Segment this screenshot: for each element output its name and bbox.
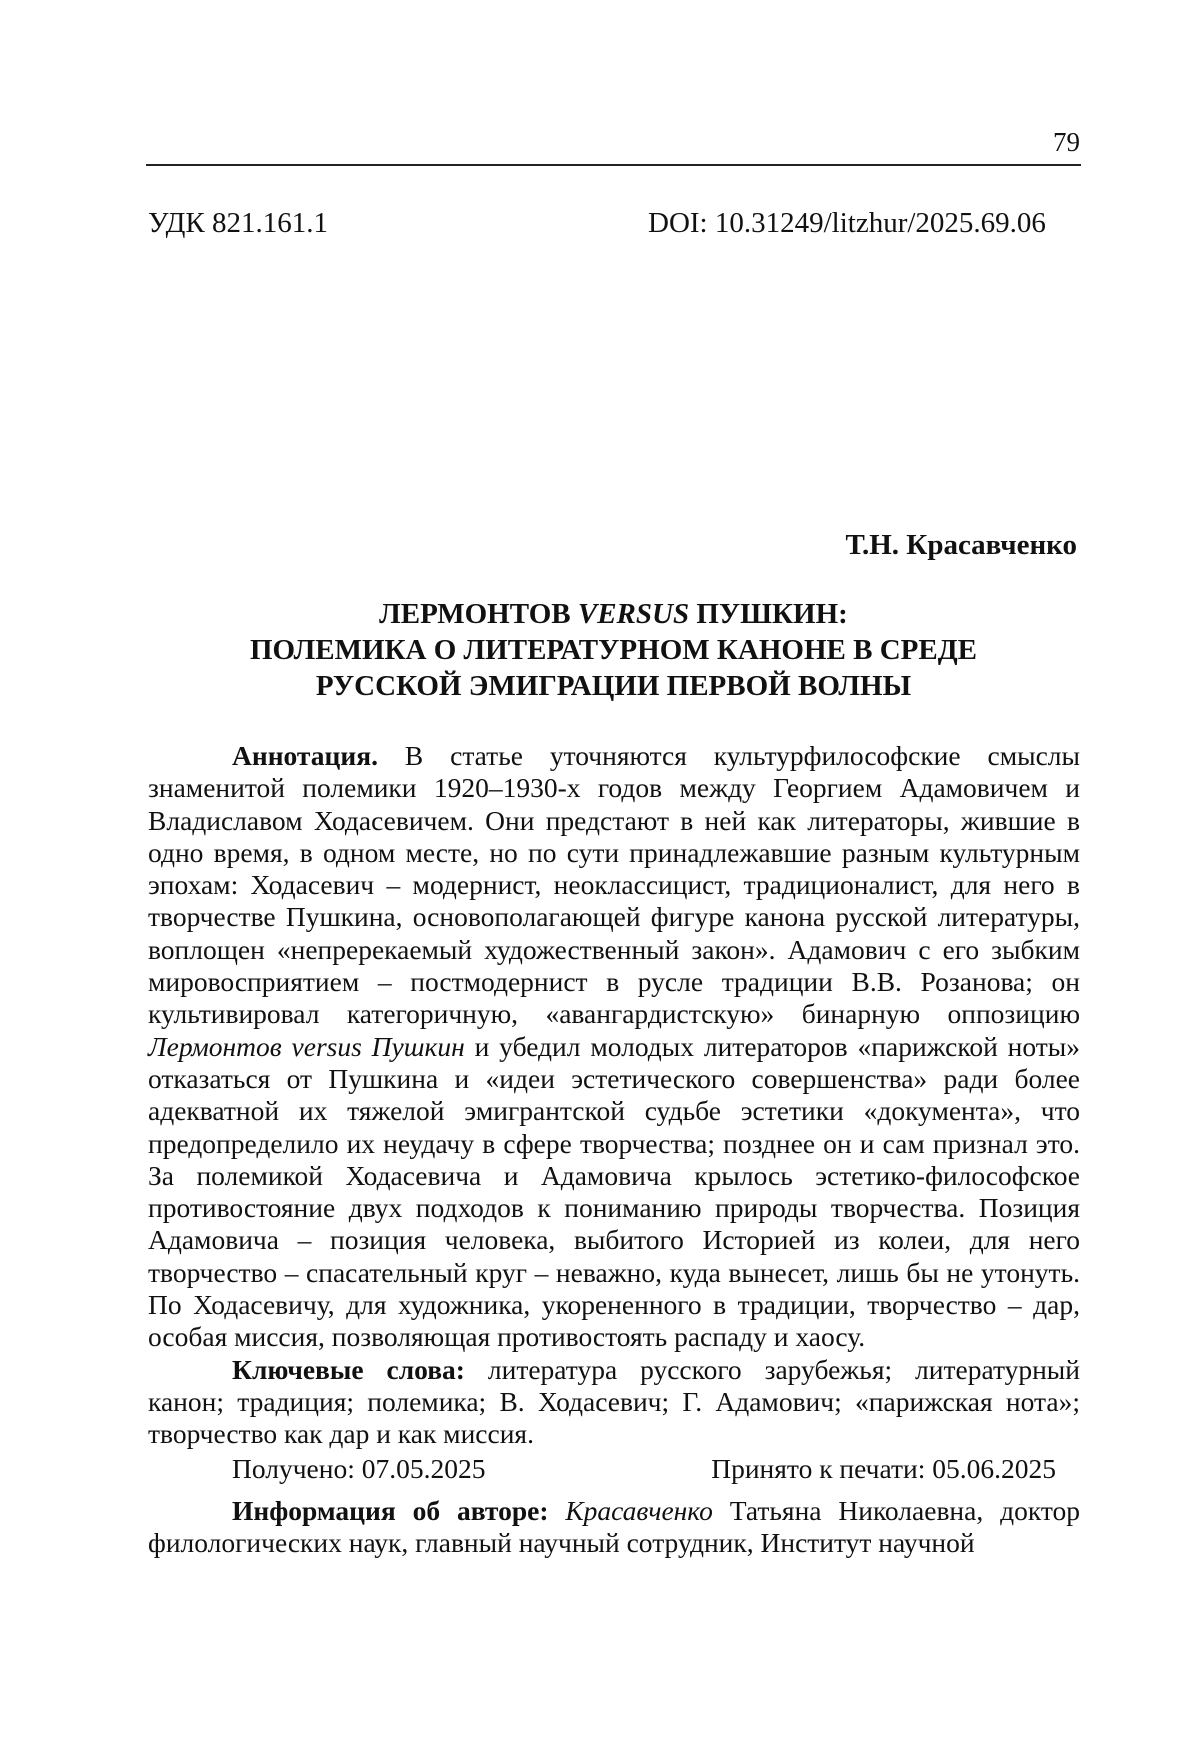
page-number: 79 <box>1053 127 1080 157</box>
annotation-label: Аннотация. <box>232 740 378 771</box>
annotation-italic: Лермонтов versus Пушкин <box>148 1030 465 1062</box>
article-body <box>148 740 1080 1559</box>
keywords-label: Ключевые слова: <box>232 1353 465 1385</box>
annotation-paragraph: Аннотация. В статье уточняются культурфилософские смыслы знаменитой полемики 1920–1930-х годов между Георгием Адамовичем и Владиславом Ходасевичем. Они предстают в ней как литераторы, жившие в одно время, в одном месте, но по сути принадлежавшие разным культурным эпохам: Ходасевич – модернист, неоклассицист, традиционалист, для него в творчестве Пушкина, основополагающей фигуре канона русской литературы, воплощен «непререкаемый художественный закон». Адамович с его зыбким мировосприятием – постмодернист в русле традиции В.В. Розанова; он культивировал категоричную, «авангардистскую» бинарную оппозицию Лермонтов versus Пушкин и убедил молодых литераторов «парижской ноты» отказаться от Пушкина и «идеи эстетического совершенства» ради более адекватной их тяжелой эмигрантской судьбе эстетики «документа», что предопределило их неудачу в сфере творчества; позднее он и сам признал это. За полемикой Ходасевича и Адамовича крылось эстетико-философское противостояние двух подходов к пониманию природы творчества. Позиция Адамовича – позиция человека, выбитого Историей из колеи, для него творчество – спасательный круг – неважно, куда вынесет, лишь бы не утонуть. По Ходасевичу, для художника, укорененного в традиции, творчество – дар, особая миссия, позволяющая противостоять распаду и хаосу. <box>148 740 1080 1353</box>
header-rule <box>146 164 1081 166</box>
author-info-label: Информация об авторе: <box>232 1494 549 1526</box>
author-info-name: Красавченко <box>548 1494 713 1526</box>
udk-code: УДК 821.161.1 <box>148 207 328 239</box>
dates-row <box>148 1453 1080 1487</box>
doi: DOI: 10.31249/litzhur/2025.69.06 <box>648 207 1046 239</box>
article-author: Т.Н. Красавченко <box>845 529 1077 561</box>
title-line-3: РУССКОЙ ЭМИГРАЦИИ ПЕРВОЙ ВОЛНЫ <box>315 670 912 702</box>
author-info-paragraph: Информация об авторе: Красавченко Татьяна Николаевна, доктор филологических наук, главный научный сотрудник, Институт научной <box>148 1494 1081 1558</box>
title-versus: VERSUS <box>577 598 690 630</box>
accepted-date: Принято к печати: 05.06.2025 <box>711 1452 1056 1484</box>
received-date: Получено: 07.05.2025 <box>232 1452 486 1484</box>
keywords-paragraph: Ключевые слова: литература русского зарубежья; литературный канон; традиция; полемика; В. Ходасевич; Г. Адамович; «парижская нота»; творчество как дар и как миссия. <box>148 1353 1081 1450</box>
title-line-2: ПОЛЕМИКА О ЛИТЕРАТУРНОМ КАНОНЕ В СРЕДЕ <box>249 634 978 666</box>
article-title <box>146 596 1081 704</box>
title-line-1: ЛЕРМОНТОВ VERSUS ПУШКИН: <box>379 598 848 630</box>
